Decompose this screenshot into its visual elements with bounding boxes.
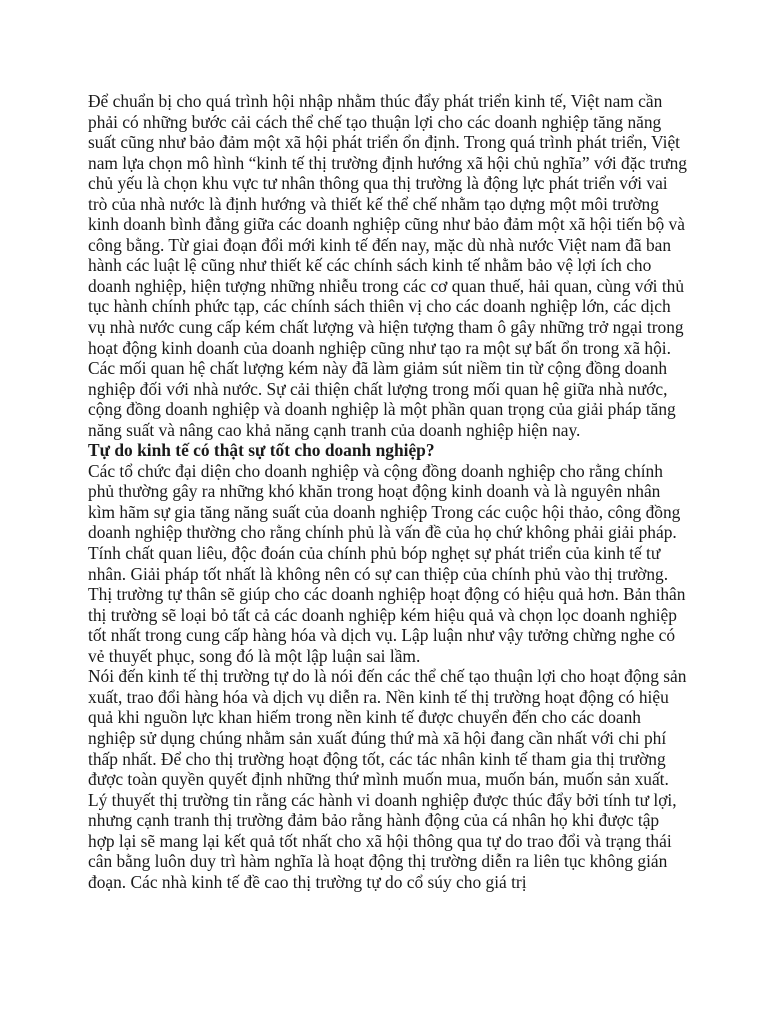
paragraph-business-view: Các tổ chức đại diện cho doanh nghiệp và cộng đồng doanh nghiệp cho rằng chính phủ thường gây ra những khó khăn trong hoạt động kinh doanh và là nguyên nhân kìm hãm sự gia tăng năng suất của doanh nghiệp Trong các cuộc hội thảo, công đồng doanh nghiệp thường cho rằng chính phủ là vấn đề của họ chứ không phải giải pháp. Tính chất quan liêu, độc đoán của chính phủ bóp nghẹt sự phát triển của kinh tế tư nhân. Giải pháp tốt nhất là không nên có sự can thiệp của chính phủ vào thị trường. Thị trường tự thân sẽ giúp cho các doanh nghiệp hoạt động có hiệu quả hơn. Bản thân thị trường sẽ loại bỏ tất cả các doanh nghiệp kém hiệu quả và chọn lọc doanh nghiệp tốt nhất trong cung cấp hàng hóa và dịch vụ. Lập luận như vậy tưởng chừng nghe có vẻ thuyết phục, song đó là một lập luận sai lầm. <box>88 460 686 666</box>
paragraph-intro: Để chuẩn bị cho quá trình hội nhập nhằm thúc đẩy phát triển kinh tế, Việt nam cần phải có những bước cải cách thể chế tạo thuận lợi cho các doanh nghiệp tăng năng suất cũng như bảo đảm một xã hội phát triển ổn định. Trong quá trình phát triển, Việt nam lựa chọn mô hình “kinh tế thị trường định hướng xã hội chủ nghĩa” với đặc trưng chủ yếu là chọn khu vực tư nhân thông qua thị trường là động lực phát triển với vai trò của nhà nước là định hướng và thiết kế thể chế nhằm tạo dựng một môi trường kinh doanh bình đẳng giữa các doanh nghiệp cũng như bảo đảm một xã hội tiến bộ và công bằng. Từ giai đoạn đổi mới kinh tế đến nay, mặc dù nhà nước Việt nam đã ban hành các luật lệ cũng như thiết kế các chính sách kinh tế nhằm bảo vệ lợi ích cho doanh nghiệp, hiện tượng những nhiễu trong các cơ quan thuế, hải quan, cùng với thủ tục hành chính phức tạp, các chính sách thiên vị cho các doanh nghiệp lớn, các dịch vụ nhà nước cung cấp kém chất lượng và hiện tượng tham ô gây những trở ngại trong hoạt động kinh doanh của doanh nghiệp cũng như tạo ra một sự bất ổn trong xã hội. Các mối quan hệ chất lượng kém này đã làm giảm sút niềm tin từ cộng đồng doanh nghiệp đối với nhà nước. Sự cải thiện chất lượng trong mối quan hệ giữa nhà nước, cộng đồng doanh nghiệp và doanh nghiệp là một phần quan trọng của giải pháp tăng năng suất và nâng cao khả năng cạnh tranh của doanh nghiệp hiện nay. <box>88 91 687 440</box>
section-heading: Tự do kinh tế có thật sự tốt cho doanh nghiệp? <box>88 440 435 461</box>
document-page <box>88 91 688 892</box>
paragraph-free-market: Nói đến kinh tế thị trường tự do là nói đến các thể chế tạo thuận lợi cho hoạt động sản xuất, trao đổi hàng hóa và dịch vụ diễn ra. Nền kinh tế thị trường hoạt động có hiệu quả khi nguồn lực khan hiếm trong nền kinh tế được chuyển đến cho các doanh nghiệp sử dụng chúng nhằm sản xuất đúng thứ mà xã hội đang cần nhất với chi phí thấp nhất. Để cho thị trường hoạt động tốt, các tác nhân kinh tế tham gia thị trường được toàn quyền quyết định những thứ mình muốn mua, muốn bán, muốn sản xuất. Lý thuyết thị trường tin rằng các hành vi doanh nghiệp được thúc đẩy bởi tính tư lợi, nhưng cạnh tranh thị trường đảm bảo rằng hành động của cá nhân họ khi được tập hợp lại sẽ mang lại kết quả tốt nhất cho xã hội thông qua tự do trao đổi và trạng thái cân bằng luôn duy trì hàm nghĩa là hoạt động thị trường diễn ra liên tục không gián đoạn. Các nhà kinh tế đề cao thị trường tự do cổ súy cho giá trị <box>88 666 687 892</box>
